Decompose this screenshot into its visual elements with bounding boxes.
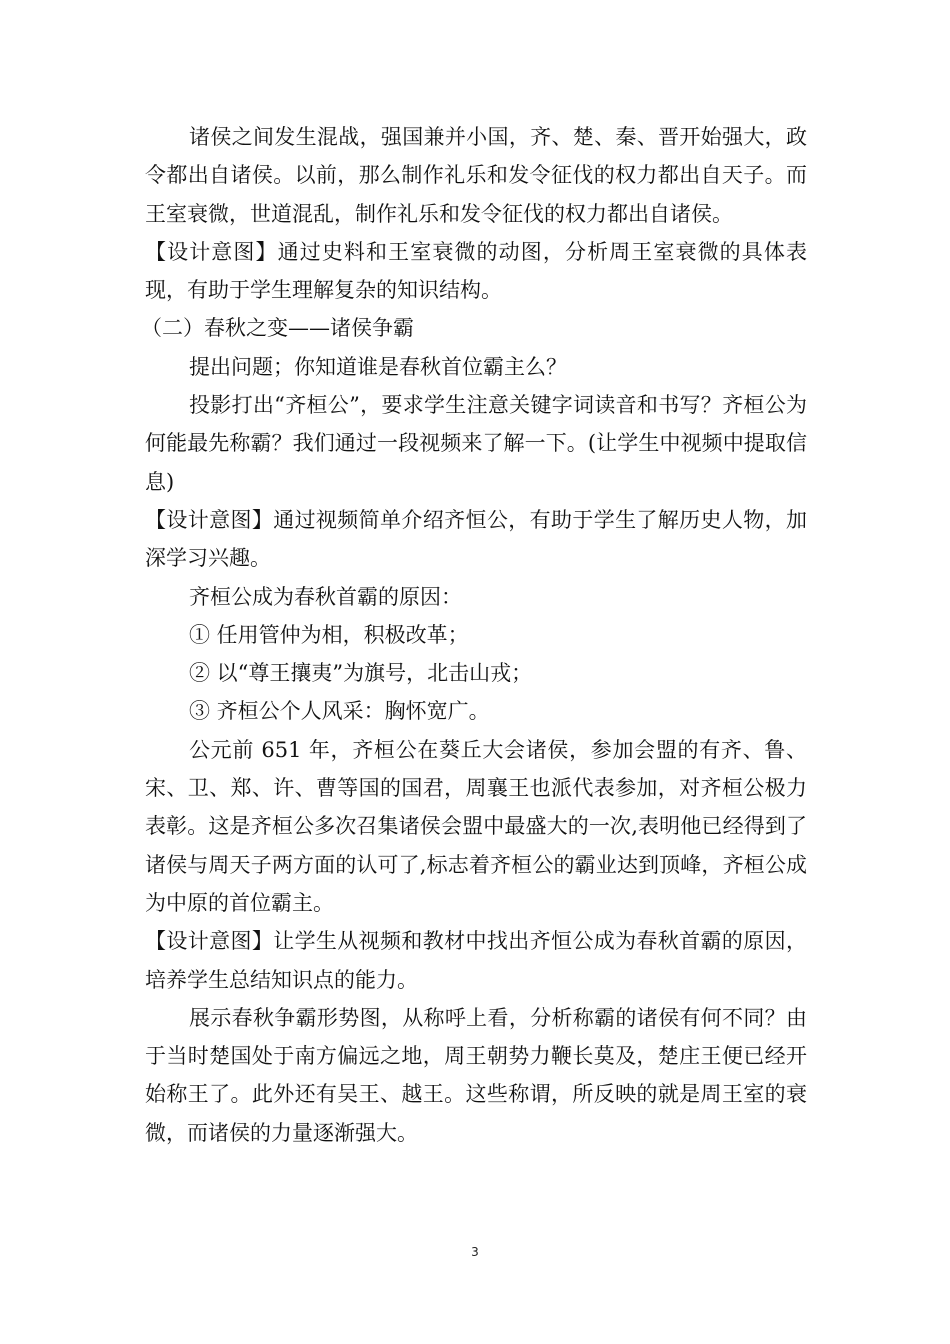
reason-item: ② 以“尊王攘夷”为旗号，北击山戎；	[189, 661, 533, 686]
paragraph-projection: 投影打出“齐桓公”，要求学生注意关键字词读音和书写？齐桓公为何能最先称霸？我们通过一段视频来了解一下。(让学生中视频中提取信息)	[145, 393, 807, 494]
section-heading: （二）春秋之变——诸侯争霸	[141, 316, 414, 341]
design-intent-1: 【设计意图】通过史料和王室衰微的动图，分析周王室衰微的具体表现，有助于学生理解复杂的知识结构。	[145, 239, 807, 303]
reasons-intro: 齐桓公成为春秋首霸的原因：	[189, 584, 462, 609]
reason-item: ① 任用管仲为相，积极改革；	[189, 622, 469, 647]
page-content	[141, 118, 807, 1152]
reason-item: ③ 齐桓公个人风采：胸怀宽广。	[189, 699, 490, 724]
paragraph-feudal-warfare: 诸侯之间发生混战，强国兼并小国，齐、楚、秦、晋开始强大，政令都出自诸侯。以前，那么制作礼乐和发令征伐的权力都出自天子。而王室衰微，世道混乱，制作礼乐和发令征伐的权力都出自诸侯。	[145, 125, 807, 226]
page-number: 3	[471, 1245, 479, 1259]
paragraph-map-analysis: 展示春秋争霸形势图，从称呼上看，分析称霸的诸侯有何不同？由于当时楚国处于南方偏远之地，周王朝势力鞭长莫及，楚庄王便已经开始称王了。此外还有吴王、越王。这些称谓，所反映的就是周王室的衰微，而诸侯的力量逐渐强大。	[145, 1005, 807, 1145]
design-intent-3: 【设计意图】让学生从视频和教材中找出齐恒公成为春秋首霸的原因，培养学生总结知识点的能力。	[145, 929, 807, 992]
paragraph-question: 提出问题；你知道谁是春秋首位霸主么？	[189, 354, 567, 379]
paragraph-kuiqiu-meeting: 公元前 651 年，齐桓公在葵丘大会诸侯，参加会盟的有齐、鲁、宋、卫、郑、许、曹等国的国君，周襄王也派代表参加，对齐桓公极力表彰。这是齐桓公多次召集诸侯会盟中最盛大的一次,表明他已经得到了诸侯与周天子两方面的认可了,标志着齐桓公的霸业达到顶峰，齐桓公成为中原的首位霸主。	[145, 737, 807, 915]
design-intent-2: 【设计意图】通过视频简单介绍齐恒公，有助于学生了解历史人物，加深学习兴趣。	[145, 507, 807, 571]
